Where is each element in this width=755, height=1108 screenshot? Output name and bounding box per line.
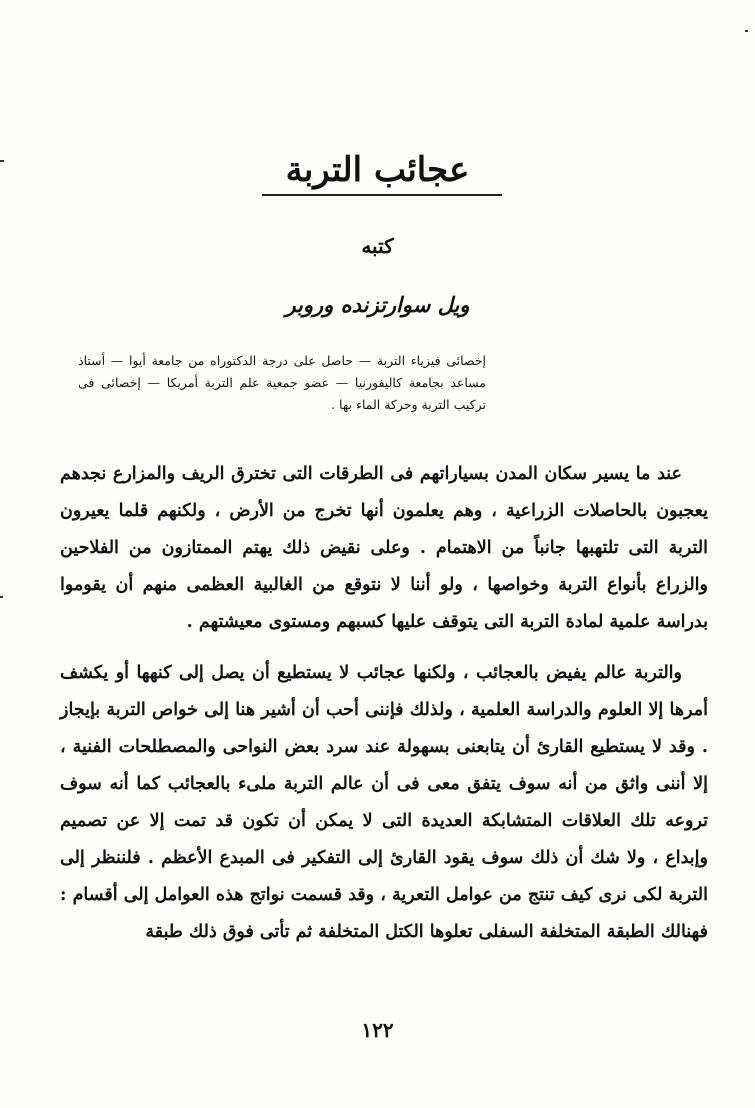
- body-text: [60, 456, 708, 951]
- author-name: ويل سوارتزنده وروبر: [285, 292, 470, 317]
- author-bio: إخصائى فيزياء التربة — حاصل على درجة الدكتوراه من جامعة أيوا — أستاذ مساعد بجامعة كاليفورنيا — عضو جمعية علم التربة أمريكا — إخصائى فى تركيب التربة وحركة الماء بها .: [78, 353, 486, 412]
- scan-speck: [0, 160, 4, 162]
- scan-speck: [0, 596, 3, 598]
- paragraph: عند ما يسير سكان المدن بسياراتهم فى الطرقات التى تخترق الريف والمزارع نجدهم يعجبون بالحاصلات الزراعية ، وهم يعلمون أنها تخرج من الأرض ، ولكنهم قلما يعيرون التربة التى تلتهبها جانباً من الاهتمام . وعلى نقيض ذلك يهتم الممتازون من الفلاحين والزراع بأنواع التربة وخواصها ، ولو أننا لا نتوقع من الغالبية العظمى منهم أن يقوموا بدراسة علمية لمادة التربة التى يتوقف عليها كسبهم ومستوى معيشتهم .: [60, 464, 708, 632]
- scan-speck: [745, 30, 748, 32]
- chapter-title: عجائب التربة: [285, 150, 470, 190]
- written-by-label: كتبه: [361, 234, 394, 258]
- paragraph: والتربة عالم يفيض بالعجائب ، ولكنها عجائب لا يستطيع أن يصل إلى كنهها أو يكشف أمرها إلا العلوم والدراسة العلمية ، ولذلك فإننى أحب أن أشير هنا إلى خواص التربة بإيجاز . وقد لا يستطيع القارئ أن يتابعنى بسهولة عند سرد بعض النواحى والمصطلحات الفنية ، إلا أننى واثق من أنه سوف يتفق معى فى أن عالم التربة ملىء بالعجائب كما أنه سوف تروعه تلك العلاقات المتشابكة العديدة التى لا يمكن أن تكون قد تمت إلا عن تصميم وإبداع ، ولا شك أن ذلك سوف يقود القارئ إلى التفكير فى المبدع الأعظم . فلننظر إلى التربة لكى نرى كيف تنتج من عوامل التعرية ، وقد قسمت نواتج هذه العوامل إلى أقسام : فهنالك الطبقة المتخلفة السفلى تعلوها الكتل المتخلفة ثم تأتى فوق ذلك طبقة: [60, 663, 708, 942]
- title-underline: [262, 194, 502, 196]
- page-number: ١٢٢: [361, 1018, 394, 1042]
